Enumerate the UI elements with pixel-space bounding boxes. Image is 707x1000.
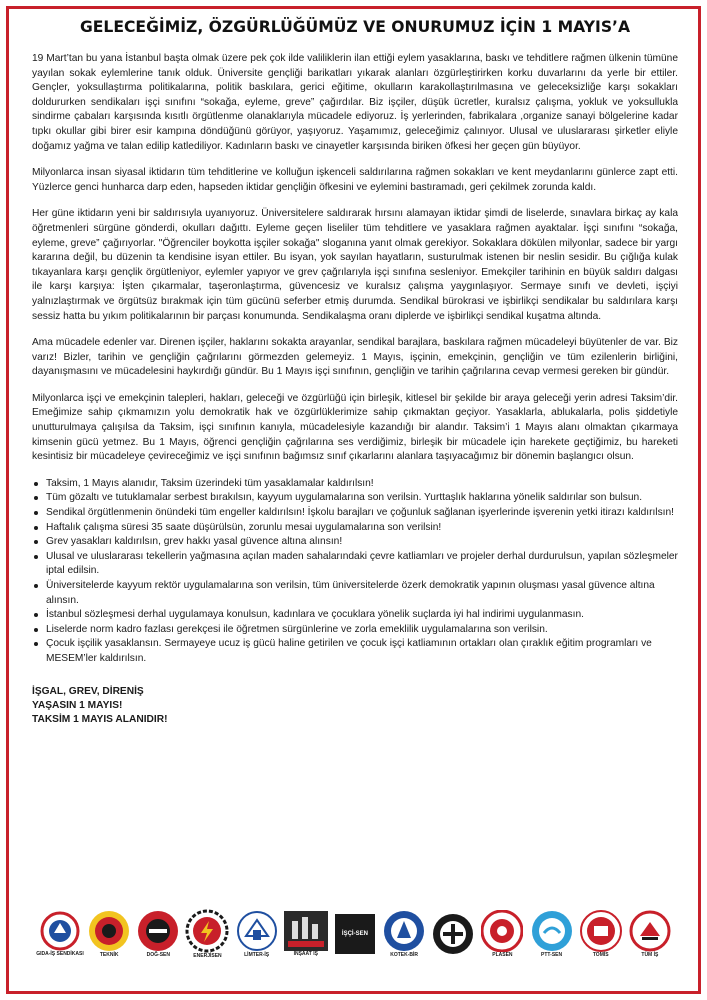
logo-caption: ENERJİSEN [193, 953, 222, 959]
logo-insaat-is [284, 906, 328, 962]
list-item [32, 491, 678, 506]
bullet-icon [34, 584, 38, 588]
logo-caption: DOĞ-SEN [146, 952, 170, 958]
paragraph: Ama mücadele edenler var. Direnen işçiler, haklarını sokakta arayanlar, sendikal barajlara, baskılara rağmen mücadeleyi büyütenler de var. Biz varız! Bizler, tarihin ve gençliğin çağrılarını görmezden gelemeyiz. 1 Mayıs, işçinin, emekçinin, gençliğin ve tüm ezilenlerin birliğini, dayanışmasını ve mücadelesini haykırdığı gündür. Bu 1 Mayıs işçi sınıfının, gençliğin ve tarihin çağrılarına cevap vermesi gereken bir gündür. [32, 337, 678, 378]
gida-is-logo-icon [40, 911, 80, 951]
insaat-is-logo-icon [284, 911, 328, 951]
demand-text: Üniversitelerde kayyum rektör uygulamalarına son verilsin, tüm üniversitelerde özerk demokratik yapının oluşması yasal güvence altına alınsın. [46, 580, 655, 606]
logo-caption: PLASEN [492, 952, 513, 958]
bullet-icon [34, 628, 38, 632]
logo-tum-is [628, 906, 672, 962]
list-item [32, 477, 678, 492]
demand-text: Sendikal örgütlenmenin önündeki tüm engeller kaldırılsın! İşkolu barajları ve çoğunluk sağlanan işyerlerinde işverenin yetki itirazı kaldırılsın! [46, 507, 674, 519]
demand-text: İstanbul sözleşmesi derhal uygulamaya konulsun, kadınlara ve çocuklara yönelik suçlarda iyi hal indirimi uygulanmasın. [46, 609, 584, 621]
demand-text: Ulusal ve uluslararası tekellerin yağmasına açılan maden sahalarındaki çevre katliamları ve projeler derhal durdurulsun, yapılan sözleşmeler iptal edilsin. [46, 550, 678, 577]
logo-teknik [87, 906, 131, 962]
isci-sen-logo-icon: İŞÇİ-SEN [335, 914, 375, 954]
bullet-icon [34, 511, 38, 515]
logo-plasen [480, 906, 524, 962]
logo-kotek-bir [382, 906, 426, 962]
demand-text: Çocuk işçilik yasaklansın. Sermayeye ucuz iş gücü haline getirilen ve çocuk işçi katliamının ortakları olan çıraklık eğitim programları ve MESEM’ler kaldırılsın. [46, 638, 652, 664]
logo-caption: LİMTER-İŞ [244, 952, 270, 958]
dog-sen-logo-icon [137, 910, 179, 952]
bullet-icon [34, 526, 38, 530]
logo-caption: KOTEK-BİR [390, 952, 418, 958]
list-item [32, 506, 678, 521]
logo-caption: TÜM İŞ [641, 952, 659, 958]
union-logos-row [38, 902, 672, 966]
demand-text: Taksim, 1 Mayıs alanıdır, Taksim üzerindeki tüm yasaklamalar kaldırılsın! [46, 477, 374, 489]
logo-ptt-sen [530, 906, 574, 962]
list-item [32, 623, 678, 638]
demand-text: Grev yasakları kaldırılsın, grev hakkı yasal güvence altına alınsın! [46, 536, 343, 548]
list-item [32, 550, 678, 579]
enerjisen-logo-icon [185, 909, 229, 953]
bullet-icon [34, 482, 38, 486]
paragraph: 19 Mart’tan bu yana İstanbul başta olmak üzere pek çok ilde valiliklerin ilan ettiği eylem yasaklarına, baskı ve tehditlere rağmen ülkenin tümüne yayılan sokak eylemlerine tanık olduk. Üniversite gençliği barikatları yıkarak alanları özgürleştirirken korku duvarlarını da yerle bir ettiler. Gençler, yoksullaştırma politikalarına, politik baskılara, gerici eğitime, okulların karakollaştırılmasına ve geleceksizliğe karşı sokakları doldururken sendikaları işçi sınıfını “sokağa, eyleme, greve” çağırdılar. Biz işçiler, düşük ücretler, kuralsız çalışma, yokluk ve yoksullukla sindirme çabaları karşısında kısıtlı örgütlenme olanaklarıyla mücadele ediyoruz. İş yerlerinden, fabrikalara ,organize sanayi bölgelerine kadar tıpkı okullar gibi birer esir kampına döndüğünü görüyor, yaşıyoruz. Yaşamımız, geleceğimiz çalınıyor. Ulusal ve uluslararası şirketler eliyle doğamız yağma ve talan edilip katlediliyor. Kadınların baskı ve cinayetler karşısında biriken öfkesi her geçen gün büyüyor. [32, 53, 678, 152]
logo-gida-is [38, 906, 82, 962]
bullet-icon [34, 555, 38, 559]
logo-caption: TEKNİK [99, 952, 119, 958]
list-item [32, 521, 678, 536]
plasen-logo-icon [481, 910, 523, 952]
logo-enerjisen [185, 906, 229, 962]
bullet-icon [34, 540, 38, 544]
paragraph: Her güne iktidarın yeni bir saldırısıyla uyanıyoruz. Üniversitelere saldırarak hırsını alamayan iktidar şimdi de liselerde, sınavlara birkaç ay kala öğretmenleri sürgüne gönderdi, okulları dağıttı. Eyleme geçen liseliler tüm tehditlere ve yasaklara rağmen ayaktalar. İşçi sınıfını “sokağa, eyleme, greve” çağırıyorlar. "Öğrenciler boykotta işçiler sokağa" sloganına yanıt olmak gerekiyor. Sokaklara dökülen milyonlar, sadece bir yargı kararına değil, bu düzenin ta kendisine isyan ettiler. Bu isyan, yok sayılan hayatların, susturulmak istenen bir neslin sesidir. Bu çığlığa kulak tıkayanlara karşı gençlik örgütleniyor, eylemler yapıyor ve grev çağrılarıyla işçi sınıfına sesleniyor. Emekçiler tarihinin en büyük saldırı dalgası ile karşı karşıya: İşten çıkarmalar, taşeronlaştırma, güvencesiz ve kuralsız çalışma yaygınlaşıyor. Sermaye sınıfı ve devleti, işçiyi yalnızlaştırmak ve örgütsüz bırakmak için tüm gücünü seferber etmiş durumda. Sendikal bürokrasi ve işbirlikçi sendikalar bu saldırılara karşı sessiz hatta bu yıkım politikalarının bir parçası konumunda. Sendikalaşma oranı diplerde ve işbirlikçi sendikal kuşatma altında. [32, 208, 678, 322]
paragraph: Milyonlarca insan siyasal iktidarın tüm tehditlerine ve kolluğun işkenceli saldırılarına rağmen sokakları ve kent meydanlarını günlerce zapt etti. Yüzlerce genci hunharca darp eden, hapseden iktidar gençliğin öfkesini ve eylemini bastıramadı, geri çekilmek zorunda kaldı. [32, 167, 678, 193]
logo-dog-sen [136, 906, 180, 962]
list-item [32, 637, 678, 666]
ptt-sen-logo-icon [531, 910, 573, 952]
teknik-logo-icon [88, 910, 130, 952]
demand-text: Tüm gözaltı ve tutuklamalar serbest bırakılsın, kayyum uygulamalarına son verilsin. Yurttaşlık haklarına yönelik saldırılar son bulsun. [46, 492, 643, 504]
slogan: İŞGAL, GREV, DİRENİŞ [32, 685, 144, 697]
logo-limter-is [235, 906, 279, 962]
flyer-content [32, 18, 678, 749]
kotek-bir-logo-icon [383, 910, 425, 952]
sendika-logo-icon [432, 913, 474, 955]
bullet-icon [34, 642, 38, 646]
tum-is-logo-icon [629, 910, 671, 952]
page-title: GELECEĞİMİZ, ÖZGÜRLÜĞÜMÜZ VE ONURUMUZ İÇİN 1 MAYIS’A [79, 18, 631, 36]
logo-sendika [431, 906, 475, 962]
logo-caption: İNŞAAT İŞ [293, 951, 318, 957]
logo-caption: GIDA-İŞ SENDİKASI [36, 951, 84, 957]
logo-tomis [579, 906, 623, 962]
logo-caption: PTT-SEN [541, 952, 563, 958]
demand-text: Haftalık çalışma süresi 35 saate düşürülsün, zorunlu mesai uygulamalarına son verilsin! [46, 521, 442, 533]
bullet-icon [34, 496, 38, 500]
demands-list [32, 477, 678, 667]
slogan: TAKSİM 1 MAYIS ALANIDIR! [32, 713, 168, 725]
list-item [32, 535, 678, 550]
logo-isci-sen [333, 906, 377, 962]
limter-is-logo-icon [236, 910, 278, 952]
demand-text: Liselerde norm kadro fazlası gerekçesi ile öğretmen sürgünlerine ve zorla emeklilik uygulamalarına son verilsin. [46, 623, 548, 635]
closing-slogans [32, 685, 678, 727]
slogan: YAŞASIN 1 MAYIS! [32, 699, 123, 711]
paragraph: Milyonlarca işçi ve emekçinin talepleri, hakları, geleceği ve özgürlüğü için birleşik, kitlesel bir şekilde bir araya geleceği yerin adresi Taksim’dir. Emeğimize sahip çıkmamızın yolu demokratik hak ve özgürlüklerimize sahip çıkmaktan geçiyor. Yasaklarla, ablukalarla, polis şiddetiyle unutturulmaya çalışılsa da Taksim, işçi sınıfının kanıyla, mücadelesiyle kazandığı bir alandır. Taksim’i 1 Mayıs alanı olmaktan çıkarmaya kimsenin gücü yetmez. Bu 1 Mayıs, öğrenci gençliğin çağrılarına ses verdiğimiz, birleşik bir mücadele için harekete geçtiğimiz, bu hareketi kesintisiz bir mücadeleye çevireceğimiz ve işçi sınıfının bağımsız sınıf çıkarlarını alanlara taşıyacağımız bir dönemin başlangıcı olsun. [32, 392, 678, 463]
list-item [32, 608, 678, 623]
list-item [32, 579, 678, 608]
logo-caption: TOMİS [592, 952, 609, 958]
tomis-logo-icon [580, 910, 622, 952]
bullet-icon [34, 613, 38, 617]
